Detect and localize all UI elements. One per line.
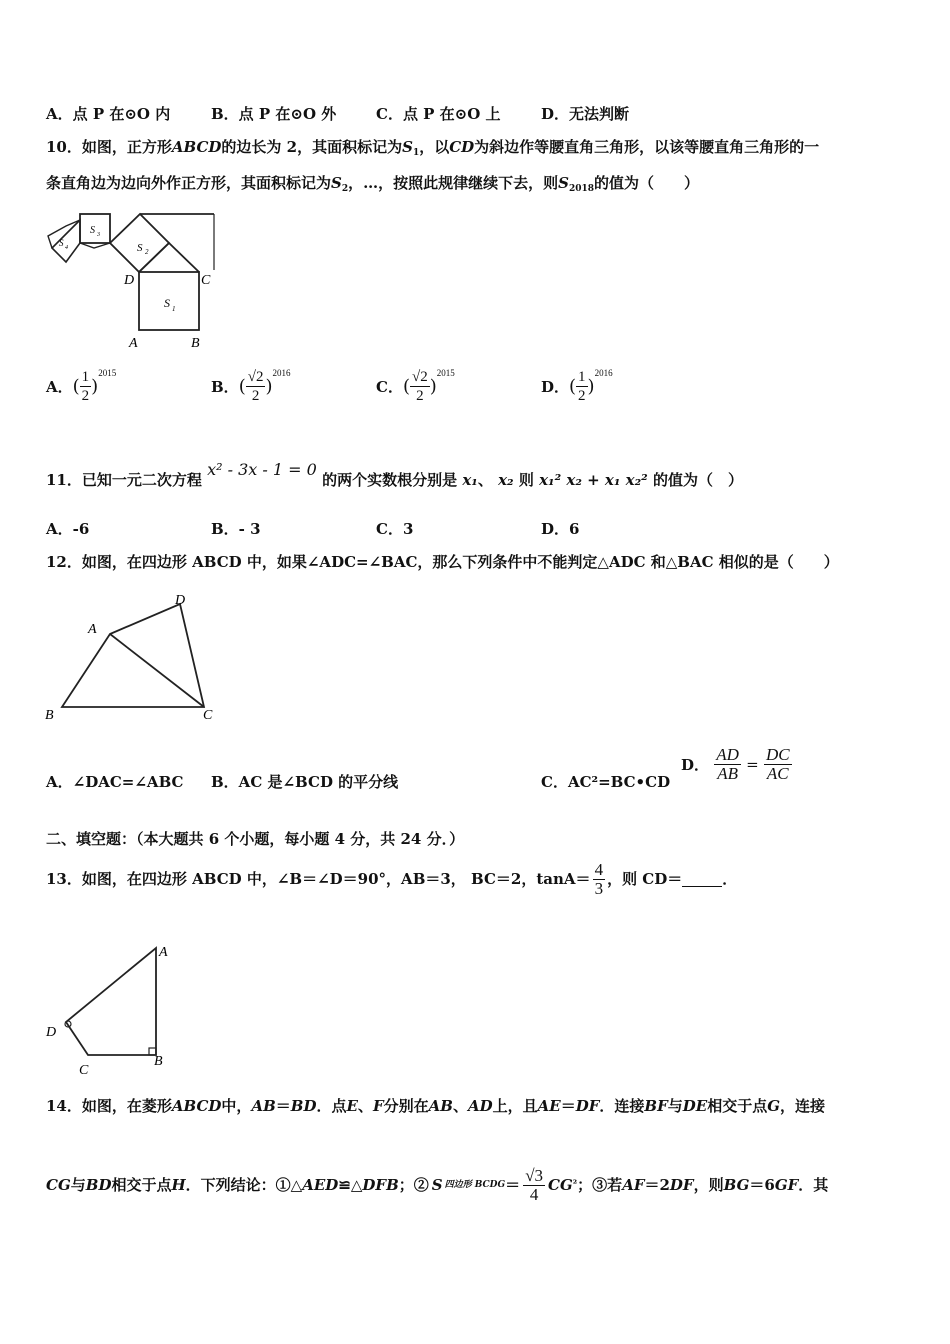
q12-figure [44, 590, 219, 722]
label-a: A [159, 945, 168, 960]
label-s3: S [90, 225, 95, 236]
q9-option-c: C．点 P 在⊙O 上 [376, 105, 501, 123]
q9-option-d: D．无法判断 [541, 105, 630, 123]
label-b: B [45, 708, 54, 722]
label-d: D [124, 273, 135, 288]
label-a: A [88, 622, 97, 637]
q13-line: 13．如图，在四边形 ABCD 中，∠B＝∠D＝90°，AB＝3， BC＝2，tanA＝ $\frac{4}{3}$ ，则 CD＝ ． [46, 859, 738, 898]
section-heading: 二、填空题：（本大题共 6 个小题，每小题 4 分，共 24 分．） [46, 830, 465, 848]
label-c: C [201, 273, 211, 288]
label-b: B [154, 1054, 163, 1069]
q12-option-c: C．AC²=BC•CD [541, 773, 671, 791]
label-d: D [46, 1025, 57, 1040]
q10-option-b: B．( $\frac{√2}{2}$ )$^{2016}$ [211, 368, 291, 404]
q11-option-c: C．3 [376, 520, 414, 538]
q12-option-a: A．∠DAC=∠ABC [46, 773, 184, 791]
q13-figure [44, 938, 174, 1078]
svg-text:1: 1 [172, 305, 176, 313]
q10-option-c: C．( $\frac{√2}{2}$ )$^{2015}$ [376, 368, 455, 404]
svg-text:3: 3 [97, 232, 100, 238]
label-c: C [203, 708, 213, 722]
q14-line-2: CG 与 BD 相交于点 H ．下列结论：①△ AED ≌△ DFB ；② S 四边形 BCDG ＝ $\frac{√3}{4}$ CG ² ；③若 AF ＝2 DF ，则 BG ＝6 GF ．其 [46, 1165, 829, 1204]
svg-text:2: 2 [145, 248, 149, 256]
label-s2: S [137, 242, 143, 254]
q12-option-b: B．AC 是∠BCD 的平分线 [211, 773, 399, 791]
q11-option-d: D．6 [541, 520, 580, 538]
label-a: A [129, 336, 138, 351]
q12-option-d: D． $\frac{AD}{AB}$ = $\frac{DC}{AC}$ [681, 745, 790, 783]
q11-option-b: B．- 3 [211, 520, 261, 538]
label-s4: S [59, 238, 64, 248]
q14-line-1: 14．如图，在菱形ABCD中，AB＝BD．点E、F分别在AB、AD上，且AE＝DF．连接BF与DE相交于点G，连接 [46, 1097, 826, 1115]
q10-line-1: 10．如图，正方形ABCD的边长为 2，其面积标记为$S_1$，以CD为斜边作等腰直角三角形，以该等腰直角三角形的一 [46, 138, 820, 158]
q10-option-a: A．( $\frac{1}{2}$ )$^{2015}$ [46, 368, 117, 404]
q10-line-2: 条直角边为边向外作正方形，其面积标记为$S_2$，…，按照此规律继续下去，则$S_{2018}$的值为（ ） [46, 174, 700, 194]
label-b: B [191, 336, 200, 351]
label-c: C [79, 1063, 89, 1078]
q11-option-a: A．-6 [46, 520, 90, 538]
q10-option-d: D．( $\frac{1}{2}$ )$^{2016}$ [541, 368, 613, 404]
answer-blank[interactable] [682, 872, 722, 887]
label-d: D [175, 593, 186, 608]
svg-text:4: 4 [65, 245, 68, 251]
q11-line: 11．已知一元二次方程 x² - 3x - 1 = 0 的两个实数根分别是 x₁、 x₂ 则 x₁² x₂ + x₁ x₂² 的值为（ ） [46, 460, 743, 489]
q10-figure [44, 208, 219, 353]
q9-option-a: A．点 P 在⊙O 内 [46, 105, 171, 123]
q9-option-b: B．点 P 在⊙O 外 [211, 105, 337, 123]
label-s1: S [164, 296, 170, 310]
q12-line: 12．如图，在四边形 ABCD 中，如果∠ADC=∠BAC，那么下列条件中不能判定△ADC 和△BAC 相似的是（ ） [46, 553, 839, 571]
q11-equation: x² - 3x - 1 = 0 [207, 460, 317, 479]
